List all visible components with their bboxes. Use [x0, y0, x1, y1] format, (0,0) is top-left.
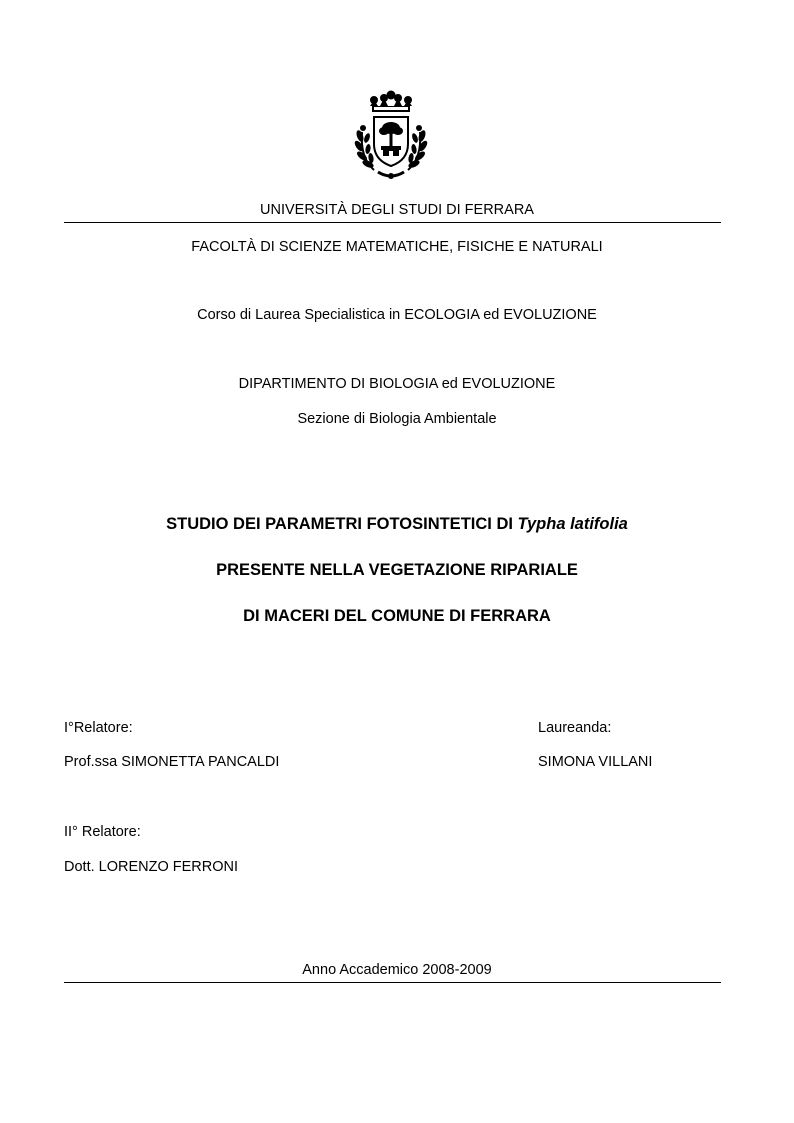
- university-name: UNIVERSITÀ DEGLI STUDI DI FERRARA: [260, 202, 534, 218]
- first-supervisor-label: I°Relatore:: [64, 720, 133, 736]
- academic-year: Anno Accademico 2008-2009: [302, 962, 492, 978]
- degree-course: Corso di Laurea Specialistica in ECOLOGIA ed EVOLUZIONE: [197, 307, 597, 323]
- first-supervisor-name: Prof.ssa SIMONETTA PANCALDI: [64, 754, 280, 770]
- second-supervisor-name: Dott. LORENZO FERRONI: [64, 859, 239, 875]
- university-crest-icon: [350, 90, 432, 182]
- section-name: Sezione di Biologia Ambientale: [297, 411, 497, 427]
- candidate-name: SIMONA VILLANI: [538, 754, 653, 770]
- second-supervisor-label: II° Relatore:: [64, 824, 141, 840]
- thesis-title-prefix: STUDIO DEI PARAMETRI FOTOSINTETICI DI: [166, 515, 518, 533]
- thesis-title-line-2: PRESENTE NELLA VEGETAZIONE RIPARIALE: [216, 561, 578, 579]
- department-name: DIPARTIMENTO DI BIOLOGIA ed EVOLUZIONE: [238, 376, 556, 392]
- footer-rule: [64, 982, 721, 983]
- thesis-title-line-1: [0, 514, 794, 534]
- species-name: Typha latifolia: [517, 515, 628, 533]
- faculty-name: FACOLTÀ DI SCIENZE MATEMATICHE, FISICHE E NATURALI: [191, 239, 603, 255]
- thesis-title-line-3: DI MACERI DEL COMUNE DI FERRARA: [243, 607, 551, 625]
- header-rule: [64, 222, 721, 223]
- candidate-label: Laureanda:: [538, 720, 612, 736]
